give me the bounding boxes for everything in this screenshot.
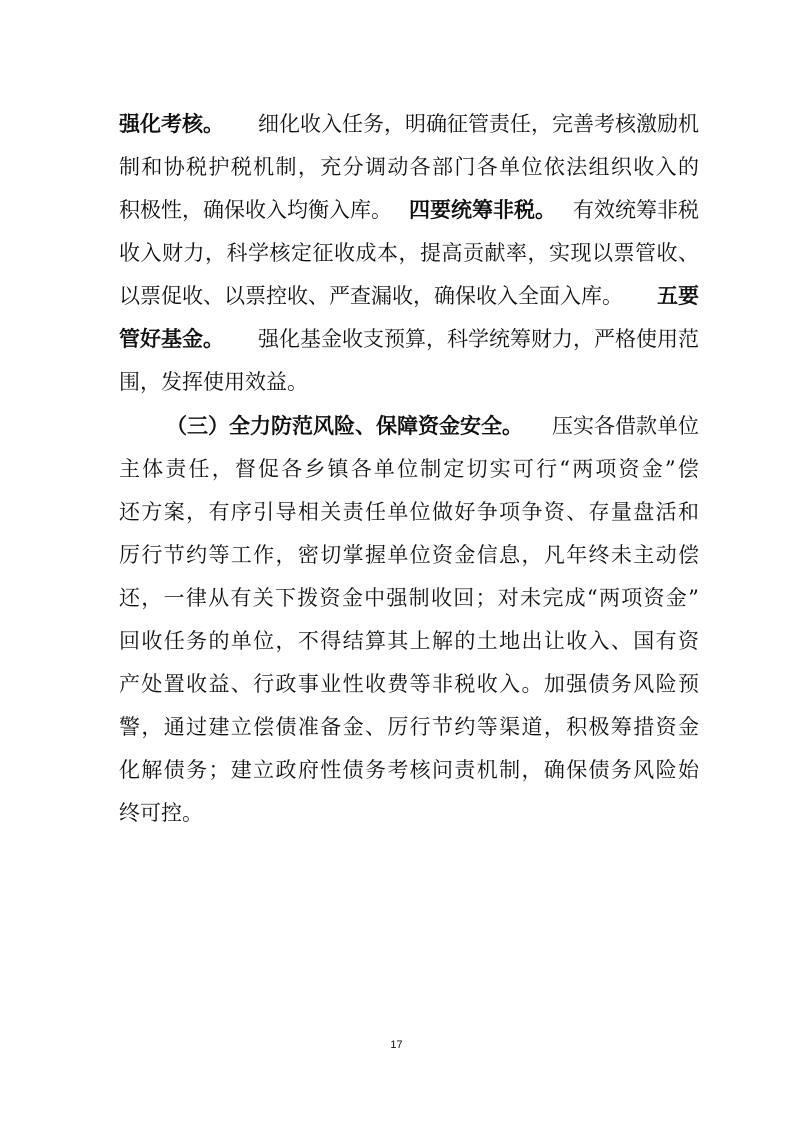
bold-heading: 管好基金。 [119,327,224,351]
body-line: 收 入 财 力 ， 科 学 核 定 征 收 成 本 ， 提 高 贡 献 率 ， 实 现 以 票 管 收 、 [119,241,699,265]
bold-heading: 五要 [657,284,699,308]
text-run: 有效统筹非税 [573,198,699,222]
text-run: 以票促收、以票控收、严查漏收，确保收入全面入库。 [119,284,623,308]
text-run: 积极性，确保收入均衡入库。 [119,198,392,222]
body-line: 警 ， 通 过 建 立 偿 债 准 备 金 、 厉 行 节 约 等 渠 道 ， 积 极 筹 措 资 金 [119,715,699,739]
text-run: 强化基金收支预算，科学统筹财力，严格使用范 [258,327,699,351]
body-line [119,322,699,356]
body-line: 终可控。 [119,801,203,825]
page-number: 17 [390,1039,403,1051]
body-line: 厉 行 节 约 等 工 作 ， 密 切 掌 握 单 位 资 金 信 息 ， 凡 年 终 未 主 动 偿 [119,543,699,567]
body-line: 还 ， 一 律 从 有 关 下 拨 资 金 中 强 制 收 回 ； 对 未 完 成 “ 两 项 资 金 ” [119,586,699,610]
body-line [119,279,699,313]
section-heading: （三）全力防范风险、保障资金安全。 [166,414,523,438]
text-run: 压实各借款单位 [552,414,699,438]
text-run: 细化收入任务，明确征管责任，完善考核激励机 [258,112,699,136]
body-line [166,409,699,443]
body-line: 围，发挥使用效益。 [119,370,308,394]
body-line [119,193,699,227]
body-line: 回 收 任 务 的 单 位 ， 不 得 结 算 其 上 解 的 土 地 出 让 收 入 、 国 有 资 [119,629,699,653]
body-line: 主 体 责 任 ， 督 促 各 乡 镇 各 单 位 制 定 切 实 可 行 “ 两 项 资 金 ” 偿 [119,457,699,481]
body-line: 还 方 案 ， 有 序 引 导 相 关 责 任 单 位 做 好 争 项 争 资 、 存 量 盘 活 和 [119,500,699,524]
body-line: 化 解 债 务 ； 建 立 政 府 性 债 务 考 核 问 责 机 制 ， 确 保 债 务 风 险 始 [119,758,699,782]
body-line: 制 和 协 税 护 税 机 制 ， 充 分 调 动 各 部 门 各 单 位 依 法 组 织 收 入 的 [119,155,699,179]
bold-heading: 强化考核。 [119,112,224,136]
body-line [119,107,699,141]
bold-heading: 四要统筹非税。 [409,198,556,222]
body-line: 产 处 置 收 益 、 行 政 事 业 性 收 费 等 非 税 收 入 。 加 强 债 务 风 险 预 [119,672,699,696]
